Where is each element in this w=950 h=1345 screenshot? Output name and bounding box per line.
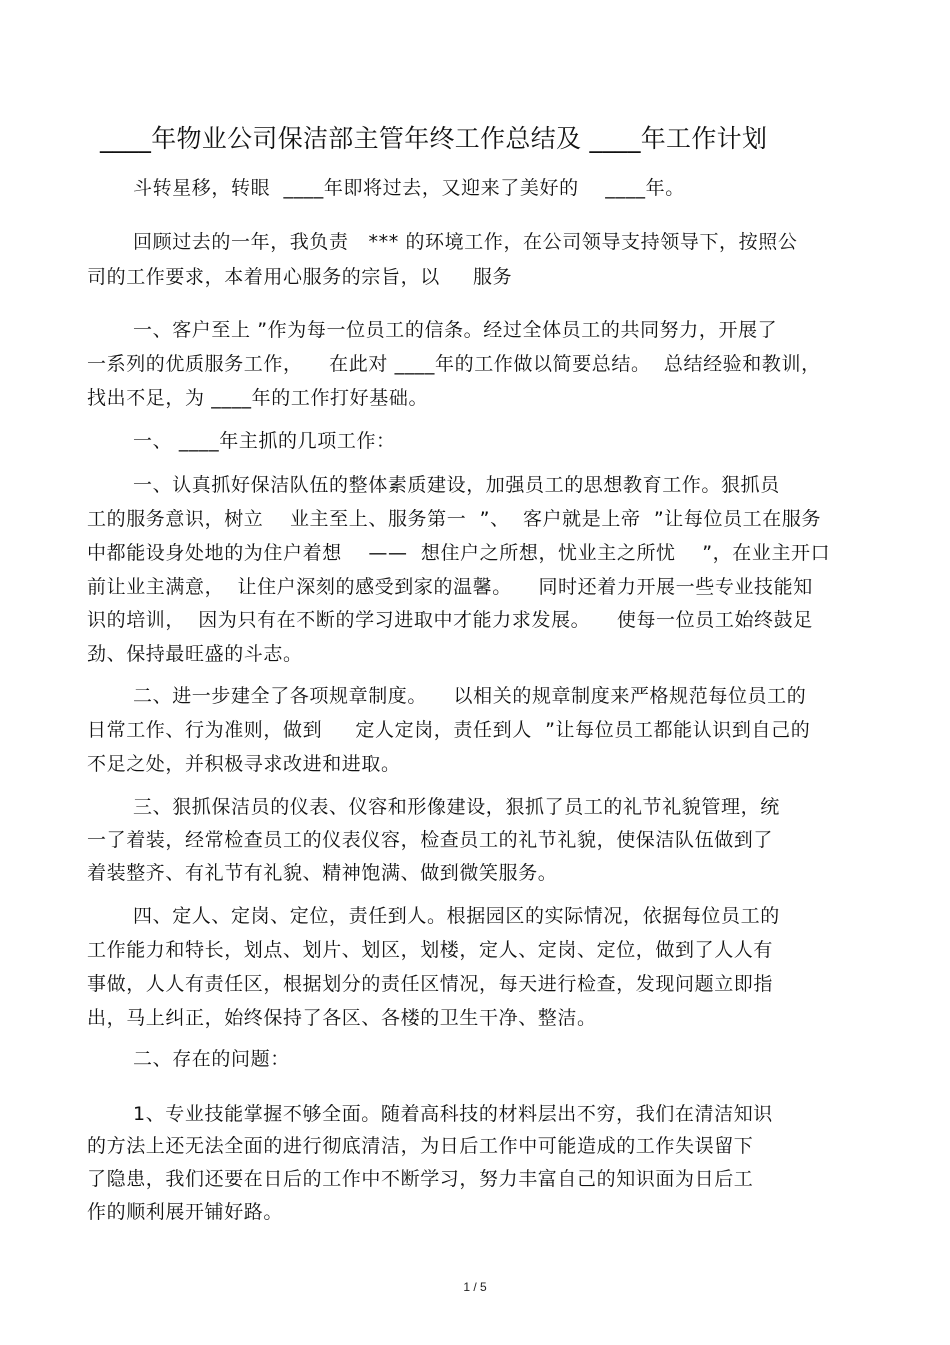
paragraph-line: 找出不足，为 ____年的工作打好基础。 xyxy=(87,387,429,409)
paragraph-line: 回顾过去的一年，我负责 *** 的环境工作，在公司领导支持领导下，按照公 xyxy=(133,231,798,253)
paragraph-line: 中都能设身处地的为住户着想 —— 想住户之所想，忧业主之所忧 ”，在业主开口 xyxy=(87,542,831,564)
paragraph-line: 作的顺利展开铺好路。 xyxy=(87,1201,284,1223)
paragraph-line: 一系列的优质服务工作， 在此对 ____年的工作做以简要总结。 总结经验和教训， xyxy=(87,353,821,375)
paragraph-line: 日常工作、行为准则，做到 定人定岗，责任到人 ”让每位员工都能认识到自己的 xyxy=(87,719,811,741)
section-heading: 一、 ____年主抓的几项工作： xyxy=(133,430,396,452)
paragraph-line: 四、定人、定岗、定位，责任到人。根据园区的实际情况，依据每位员工的 xyxy=(133,905,780,927)
paragraph-line: 工的服务意识，树立 业主至上、服务第一 ”、 客户就是上帝 ”让每位员工在服务 xyxy=(87,508,822,530)
paragraph-line: 司的工作要求，本着用心服务的宗旨，以 服务 xyxy=(87,266,513,288)
paragraph-line: 前让业主满意， 让住户深刻的感受到家的温馨。 同时还着力开展一些专业技能知 xyxy=(87,576,813,598)
paragraph-line: 一了着装，经常检查员工的仪表仪容，检查员工的礼节礼貌，使保洁队伍做到了 xyxy=(87,829,774,851)
paragraph-line: 识的培训， 因为只有在不断的学习进取中才能力求发展。 使每一位员工始终鼓足 xyxy=(87,609,813,631)
paragraph-line: 一、客户至上 ”作为每一位员工的信条。经过全体员工的共同努力，开展了 xyxy=(133,319,778,341)
paragraph-line: 三、狠抓保洁员的仪表、仪容和形像建设，狠抓了员工的礼节礼貌管理，统 xyxy=(133,796,780,818)
paragraph-line: 1、专业技能掌握不够全面。随着高科技的材料层出不穷，我们在清洁知识 xyxy=(133,1103,773,1125)
paragraph-line: 的方法上还无法全面的进行彻底清洁，为日后工作中可能造成的工作失误留下 xyxy=(87,1135,754,1157)
page-number: 1 / 5 xyxy=(463,1280,487,1294)
paragraph-line: 着装整齐、有礼节有礼貌、精神饱满、做到微笑服务。 xyxy=(87,862,558,884)
paragraph-line: 劲、保持最旺盛的斗志。 xyxy=(87,643,303,665)
paragraph-line: 二、进一步建全了各项规章制度。 以相关的规章制度来严格规范每位员工的 xyxy=(133,685,807,707)
section-heading: 二、存在的问题： xyxy=(133,1048,290,1070)
paragraph-line: 斗转星移，转眼 ____年即将过去，又迎来了美好的 ____年。 xyxy=(133,177,685,199)
document-title: ____年物业公司保洁部主管年终工作总结及 ____年工作计划 xyxy=(100,124,768,153)
paragraph-line: 一、认真抓好保洁队伍的整体素质建设，加强员工的思想教育工作。狠抓员 xyxy=(133,474,780,496)
paragraph-line: 了隐患，我们还要在日后的工作中不断学习，努力丰富自己的知识面为日后工 xyxy=(87,1168,754,1190)
paragraph-line: 工作能力和特长，划点、划片、划区，划楼，定人、定岗、定位，做到了人人有 xyxy=(87,939,774,961)
paragraph-line: 不足之处，并积极寻求改进和进取。 xyxy=(87,753,401,775)
paragraph-line: 事做，人人有责任区，根据划分的责任区情况，每天进行检查，发现问题立即指 xyxy=(87,973,774,995)
paragraph-line: 出，马上纠正，始终保持了各区、各楼的卫生干净、整洁。 xyxy=(87,1007,597,1029)
